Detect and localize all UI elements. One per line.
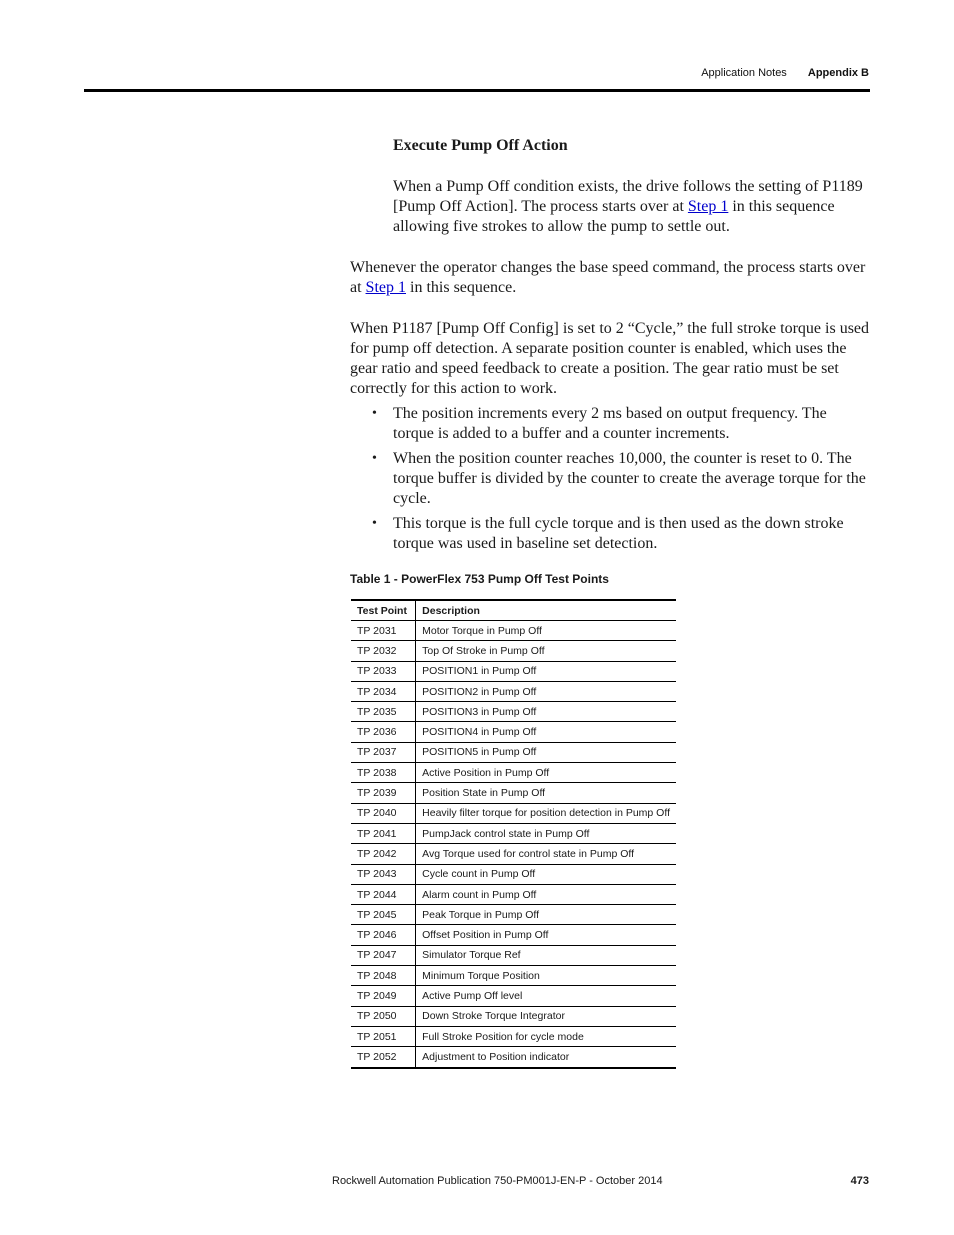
test-point-cell: TP 2038 [351,763,416,783]
description-cell: Position State in Pump Off [416,783,676,803]
table-row [351,945,676,965]
table-row [351,966,676,986]
test-point-cell: TP 2039 [351,783,416,803]
footer-publication: Rockwell Automation Publication 750-PM001J-EN-P - October 2014 [332,1175,663,1187]
paragraph-base-speed [350,258,870,298]
table-row [351,803,676,823]
description-cell: POSITION1 in Pump Off [416,661,676,681]
column-header-description: Description [416,600,676,621]
description-cell: PumpJack control state in Pump Off [416,823,676,843]
test-point-cell: TP 2035 [351,702,416,722]
test-point-cell: TP 2037 [351,742,416,762]
table-row [351,864,676,884]
table-row [351,986,676,1006]
description-cell: Peak Torque in Pump Off [416,905,676,925]
description-cell: Adjustment to Position indicator [416,1047,676,1068]
description-cell: Motor Torque in Pump Off [416,621,676,641]
para1-text-before: When a Pump Off condition exists, the drive follows the setting of P1189 [Pump Off Action]. The process starts over at [393,178,863,215]
description-cell: POSITION3 in Pump Off [416,702,676,722]
table-row [351,884,676,904]
test-point-cell: TP 2041 [351,823,416,843]
table-caption: Table 1 - PowerFlex 753 Pump Off Test Points [350,572,609,586]
description-cell: Active Pump Off level [416,986,676,1006]
test-point-cell: TP 2050 [351,1006,416,1026]
paragraph-cycle-config: When P1187 [Pump Off Config] is set to 2 “Cycle,” the full stroke torque is used for pump off detection. A separate position counter is enabled, which uses the gear ratio and speed feedback to create a position. The gear ratio must be set correctly for this action to work. [350,320,870,397]
test-point-cell: TP 2049 [351,986,416,1006]
test-point-cell: TP 2052 [351,1047,416,1068]
test-point-cell: TP 2046 [351,925,416,945]
description-cell: Active Position in Pump Off [416,763,676,783]
table-row [351,1006,676,1026]
step1-link-2[interactable]: Step 1 [365,279,406,296]
header-rule [84,89,870,92]
table-header-row [351,600,676,621]
para1-text-after: in this sequence allowing five strokes to allow the pump to settle out. [393,198,835,235]
description-cell: Simulator Torque Ref [416,945,676,965]
table-row [351,823,676,843]
bullet-list [350,404,870,559]
description-cell: Full Stroke Position for cycle mode [416,1026,676,1046]
table-row [351,681,676,701]
table-row [351,763,676,783]
table-row [351,844,676,864]
para2-text-after: in this sequence. [406,279,517,296]
test-point-cell: TP 2032 [351,641,416,661]
test-point-cell: TP 2042 [351,844,416,864]
test-point-cell: TP 2045 [351,905,416,925]
description-cell: Down Stroke Torque Integrator [416,1006,676,1026]
column-header-test-point: Test Point [351,600,416,621]
bullet-icon: • [372,451,377,466]
table-row [351,621,676,641]
page-header [701,67,869,79]
description-cell: POSITION5 in Pump Off [416,742,676,762]
description-cell: Heavily filter torque for position detection in Pump Off [416,803,676,823]
bullet-icon: • [372,406,377,421]
table-row [351,783,676,803]
test-point-cell: TP 2047 [351,945,416,965]
test-point-cell: TP 2048 [351,966,416,986]
description-cell: Minimum Torque Position [416,966,676,986]
table-row [351,661,676,681]
description-cell: Offset Position in Pump Off [416,925,676,945]
test-point-cell: TP 2036 [351,722,416,742]
paragraph-pump-off-action [393,177,869,237]
description-cell: Top Of Stroke in Pump Off [416,641,676,661]
description-cell: POSITION2 in Pump Off [416,681,676,701]
description-cell: POSITION4 in Pump Off [416,722,676,742]
test-point-cell: TP 2051 [351,1026,416,1046]
test-point-cell: TP 2034 [351,681,416,701]
test-point-cell: TP 2044 [351,884,416,904]
para2-text-before: Whenever the operator changes the base speed command, the process starts over at [350,259,866,296]
table-row [351,641,676,661]
bullet-icon: • [372,516,377,531]
table-row [351,702,676,722]
test-point-cell: TP 2033 [351,661,416,681]
test-point-cell: TP 2040 [351,803,416,823]
description-cell: Alarm count in Pump Off [416,884,676,904]
table-row [351,742,676,762]
description-cell: Avg Torque used for control state in Pump Off [416,844,676,864]
table-row [351,722,676,742]
header-appendix: Appendix B [807,67,869,79]
table-row [351,925,676,945]
step1-link[interactable]: Step 1 [687,198,729,215]
description-cell: Cycle count in Pump Off [416,864,676,884]
table-row [351,1047,676,1068]
table-row [351,905,676,925]
test-point-cell: TP 2043 [351,864,416,884]
bullet-item: • The position increments every 2 ms based on output frequency. The torque is added to a buffer and a counter increments. [372,405,827,442]
test-points-table [351,599,676,1069]
section-heading: Execute Pump Off Action [393,137,568,154]
bullet-item: • This torque is the full cycle torque and is then used as the down stroke torque was used in baseline set detection. [372,515,844,552]
page-number: 473 [850,1175,869,1187]
bullet-item: • When the position counter reaches 10,000, the counter is reset to 0. The torque buffer is divided by the counter to create the average torque for the cycle. [372,450,866,507]
header-section: Application Notes [701,67,787,79]
table-row [351,1026,676,1046]
test-point-cell: TP 2031 [351,621,416,641]
